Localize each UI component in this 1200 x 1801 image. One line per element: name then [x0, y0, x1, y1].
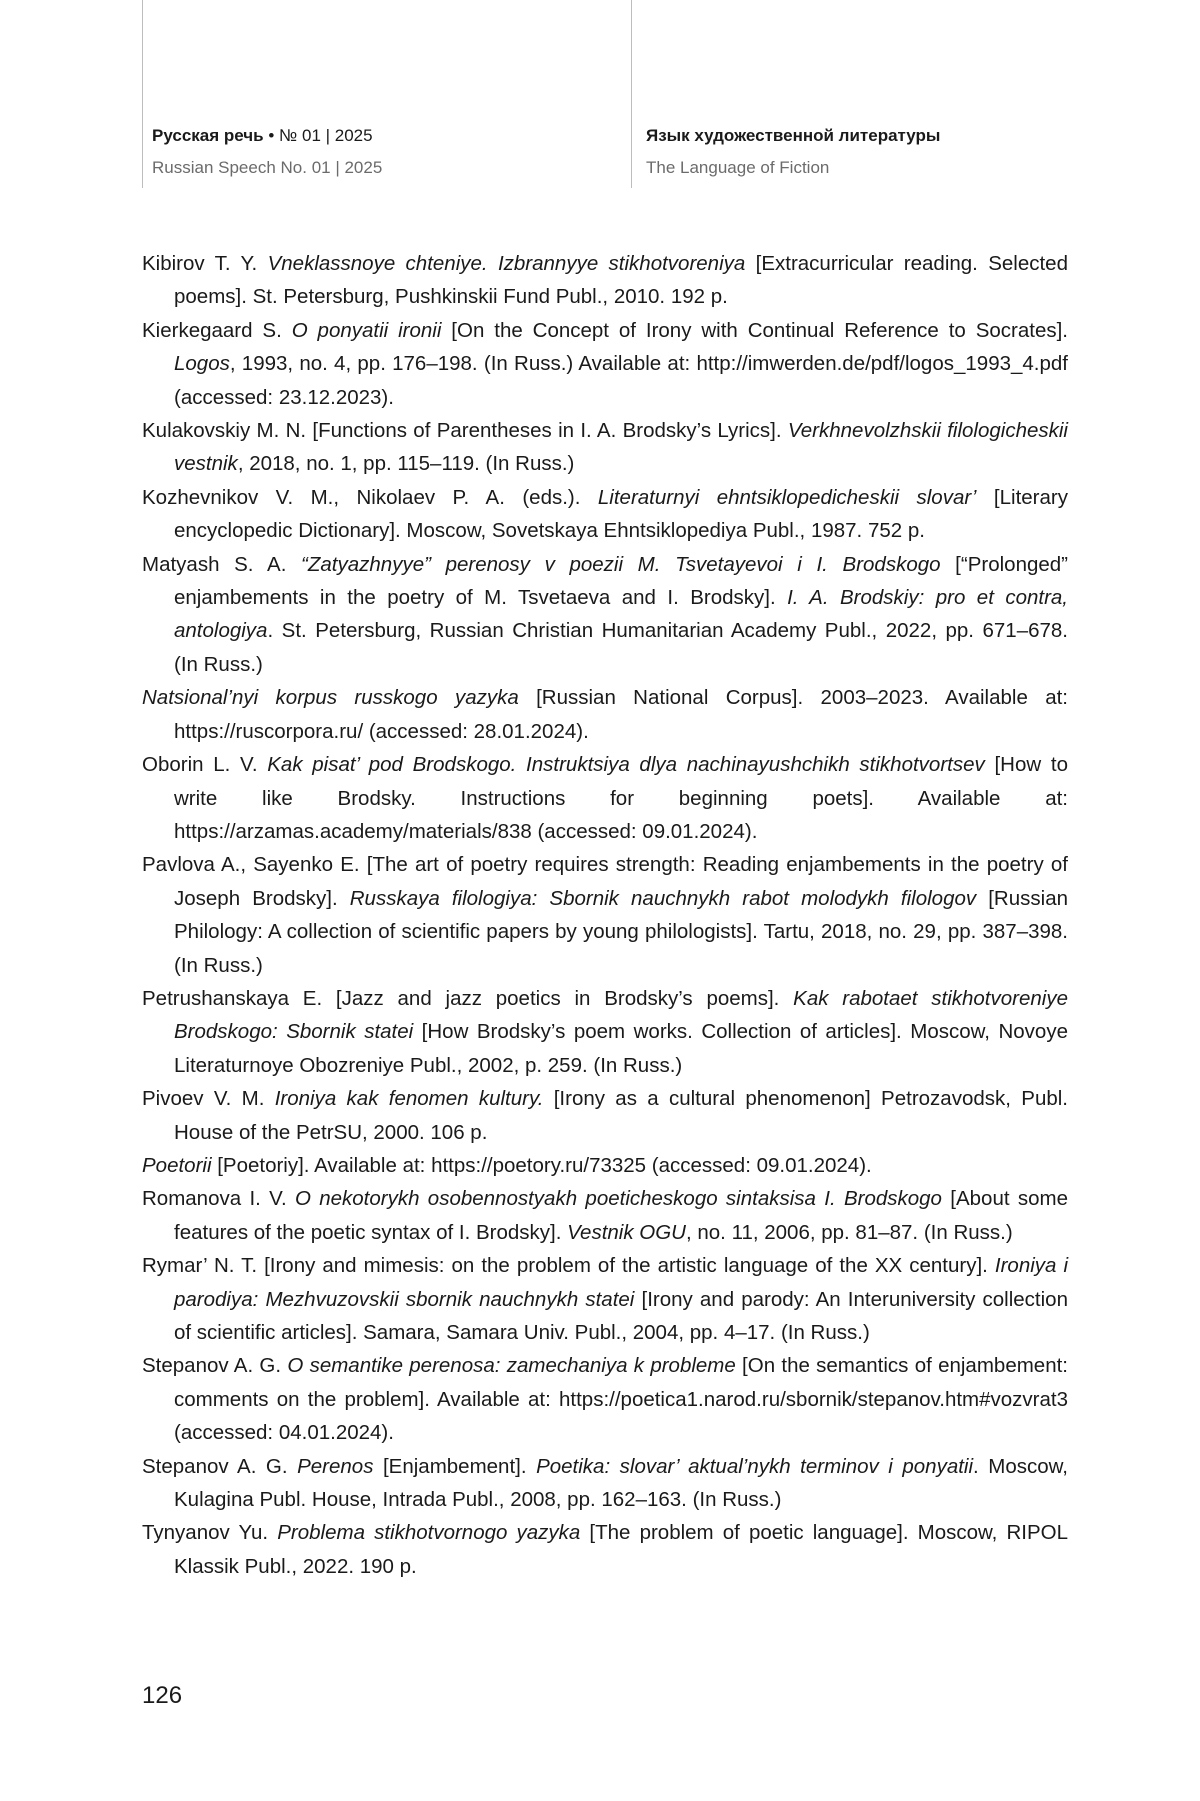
reference-text: Pavlova A., Sayenko E. [The art of poetry requires strength: Reading enjambements in the poetry of Joseph Brodsky]. — [142, 853, 1068, 910]
reference-text: Tynyanov Yu. — [142, 1521, 278, 1545]
reference-entry — [142, 1082, 1068, 1149]
reference-text: [How Brodsky’s poem works. Collection of articles]. Moscow, Novoye Literaturnoye Obozreniye Publ., 2002, p. 259. (In Russ.) — [174, 1020, 1068, 1077]
reference-italic-title: Kak pisat’ pod Brodskogo. Instruktsiya dlya nachinayushchikh stikhotvortsev — [267, 753, 985, 777]
reference-italic-title: I. A. Brodskiy: pro et contra, antologiya — [174, 586, 1068, 643]
page-number: 126 — [142, 1682, 183, 1709]
reference-text: Stepanov A. G. — [142, 1454, 298, 1478]
reference-text: Rymar’ N. T. [Irony and mimesis: on the problem of the artistic language of the XX century]. — [142, 1254, 995, 1278]
reference-entry — [142, 1450, 1068, 1517]
reference-entry — [142, 681, 1068, 748]
reference-italic-title: O semantike perenosa: zamechaniya k probleme — [287, 1354, 736, 1378]
reference-italic-title: Literaturnyi ehntsiklopedicheskii slovar’ — [597, 485, 977, 509]
reference-text: [On the semantics of enjambement: comments on the problem]. Available at: https://poetica1.narod.ru/sbornik/stepanov.htm#vozvrat3 (accessed: 04.01.2024). — [174, 1354, 1068, 1445]
reference-text: [Russian Philology: A collection of scientific papers by young philologists]. Tartu, 2018, no. 29, pp. 387–398. (In Russ.) — [174, 886, 1068, 977]
reference-italic-title: Poetika: slovar’ aktual’nykh terminov i ponyatii — [536, 1454, 974, 1478]
reference-text: [Irony and parody: An Interuniversity collection of scientific articles]. Samara, Samara Univ. Publ., 2004, pp. 4–17. (In Russ.) — [174, 1287, 1068, 1344]
reference-entry — [142, 414, 1068, 481]
reference-entry — [142, 982, 1068, 1082]
reference-text: , 2018, no. 1, pp. 115–119. (In Russ.) — [237, 452, 575, 476]
reference-text: [The problem of poetic language]. Moscow, RIPOL Klassik Publ., 2022. 190 p. — [174, 1521, 1068, 1578]
reference-text: [Poetoriy]. Available at: https://poetory.ru/73325 (accessed: 09.01.2024). — [211, 1153, 872, 1177]
reference-text: , no. 11, 2006, pp. 81–87. (In Russ.) — [685, 1220, 1013, 1244]
journal-title-en: Russian Speech No. 01 | 2025 — [152, 158, 383, 177]
reference-text: Oborin L. V. — [142, 753, 268, 777]
reference-text: . Moscow, Kulagina Publ. House, Intrada Publ., 2008, pp. 162–163. (In Russ.) — [174, 1454, 1068, 1512]
reference-text: Kierkegaard S. — [142, 318, 292, 342]
reference-text: . St. Petersburg, Russian Christian Humanitarian Academy Publ., 2022, pp. 671–678. (In Russ.) — [174, 619, 1068, 676]
reference-text: [“Prolonged” enjambements in the poetry of M. Tsvetaeva and I. Brodsky]. — [174, 552, 1068, 610]
reference-text: Stepanov A. G. — [142, 1354, 288, 1378]
references-list — [142, 247, 1068, 1583]
reference-italic-title: Verkhnevolzhskii filologicheskii vestnik — [174, 419, 1068, 476]
reference-entry — [142, 1516, 1068, 1583]
section-title-en: The Language of Fiction — [646, 158, 830, 177]
running-header-journal — [152, 124, 382, 180]
reference-entry — [142, 548, 1068, 682]
reference-entry — [142, 314, 1068, 414]
reference-entry — [142, 1249, 1068, 1349]
running-header-section — [646, 124, 940, 180]
reference-entry — [142, 247, 1068, 314]
reference-text: Pivoev V. M. — [142, 1087, 275, 1111]
journal-title-ru — [152, 124, 382, 148]
reference-text: Kibirov T. Y. — [142, 252, 268, 275]
reference-italic-title: Ironiya kak fenomen kultury. — [274, 1087, 544, 1111]
reference-italic-title: Vneklassnoye chteniye. Izbrannyye stikhotvoreniya — [267, 252, 746, 275]
reference-text: [Irony as a cultural phenomenon] Petrozavodsk, Publ. House of the PetrSU, 2000. 106 p. — [174, 1087, 1068, 1144]
reference-italic-title: Poetorii — [142, 1153, 212, 1177]
reference-italic-title: “Zatyazhnyye” perenosy v poezii M. Tsvetayevoi i I. Brodskogo — [301, 552, 941, 576]
reference-entry — [142, 1182, 1068, 1249]
reference-entry — [142, 1349, 1068, 1449]
reference-italic-title: Natsional’nyi korpus russkogo yazyka — [142, 686, 519, 710]
reference-text: , 1993, no. 4, pp. 176–198. (In Russ.) Available at: http://imwerden.de/pdf/logos_1993_4.pdf (accessed: 23.12.2023). — [174, 352, 1068, 409]
reference-italic-title: O nekotorykh osobennostyakh poeticheskogo sintaksisa I. Brodskogo — [294, 1187, 942, 1211]
reference-italic-title: Logos — [174, 352, 230, 376]
reference-text: [On the Concept of Irony with Continual Reference to Socrates]. — [441, 318, 1068, 342]
reference-entry — [142, 748, 1068, 848]
reference-italic-title: Ironiya i parodiya: Mezhvuzovskii sbornik nauchnykh statei — [174, 1254, 1069, 1311]
reference-italic-title: Problema stikhotvornogo yazyka — [277, 1521, 581, 1545]
reference-text: [Enjambement]. — [373, 1454, 537, 1478]
header-divider-left — [142, 0, 143, 188]
reference-text: [Russian National Corpus]. 2003–2023. Available at: https://ruscorpora.ru/ (accessed: 28.01.2024). — [174, 686, 1068, 743]
reference-text: Kozhevnikov V. M., Nikolaev P. A. (eds.). — [142, 485, 598, 509]
journal-name-ru: Русская речь — [152, 126, 264, 145]
reference-text: Petrushanskaya E. [Jazz and jazz poetics in Brodsky’s poems]. — [142, 986, 794, 1010]
reference-italic-title: Russkaya filologiya: Sbornik nauchnykh rabot molodykh filologov — [349, 886, 977, 910]
reference-entry — [142, 1149, 1068, 1182]
reference-entry — [142, 848, 1068, 982]
journal-issue-ru: • № 01 | 2025 — [263, 126, 373, 145]
reference-text: [Extracurricular reading. Selected poems]. St. Petersburg, Pushkinskii Fund Publ., 2010. 192 p. — [174, 252, 1068, 309]
reference-text: Matyash S. A. — [142, 552, 302, 576]
reference-italic-title: Vestnik OGU — [567, 1220, 686, 1244]
reference-italic-title: O ponyatii ironii — [291, 318, 442, 342]
reference-text: [Literary encyclopedic Dictionary]. Moscow, Sovetskaya Ehntsiklopediya Publ., 1987. 752 p. — [174, 485, 1068, 543]
reference-italic-title: Kak rabotaet stikhotvoreniye Brodskogo: Sbornik statei — [174, 986, 1068, 1044]
reference-text: [About some features of the poetic syntax of I. Brodsky]. — [174, 1187, 1068, 1244]
reference-text: Kulakovskiy M. N. [Functions of Parentheses in I. A. Brodsky’s Lyrics]. — [142, 419, 788, 443]
section-title-ru: Язык художественной литературы — [646, 126, 941, 145]
reference-italic-title: Perenos — [297, 1454, 374, 1478]
reference-text: Romanova I. V. — [142, 1187, 295, 1211]
reference-text: [How to write like Brodsky. Instructions for beginning poets]. Available at: https://arzamas.academy/materials/838 (accessed: 09.01.2024). — [174, 753, 1068, 843]
reference-entry — [142, 481, 1068, 548]
header-divider-right — [631, 0, 632, 188]
